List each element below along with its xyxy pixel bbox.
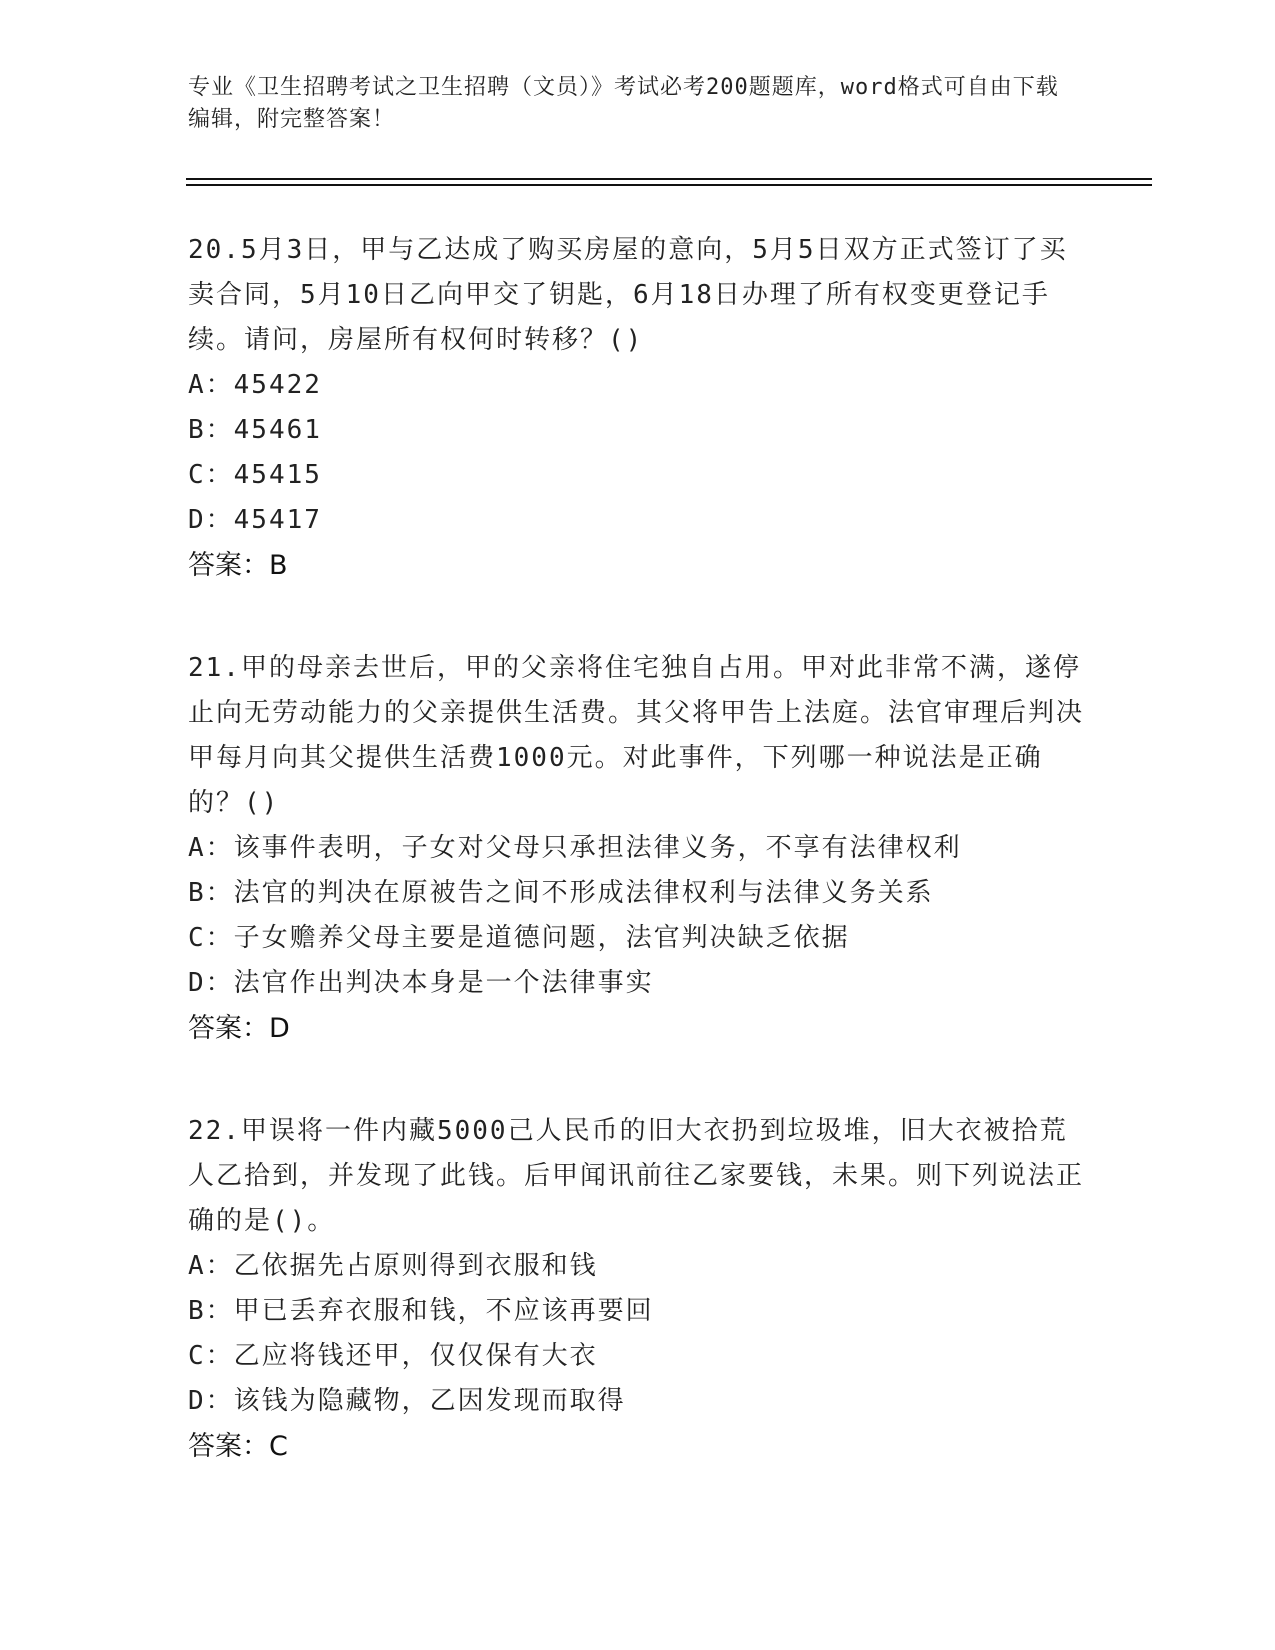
document-header: 专业《卫生招聘考试之卫生招聘（文员）》考试必考200题题库，word格式可自由下载编辑，附完整答案！ [188, 75, 1059, 132]
option-c: C：乙应将钱还甲，仅仅保有大衣 [188, 1341, 598, 1371]
option-d: D：该钱为隐藏物，乙因发现而取得 [188, 1386, 626, 1416]
option-a: A：乙依据先占原则得到衣服和钱 [188, 1251, 598, 1281]
answer-line: 答案：B [188, 550, 288, 581]
option-a: A：该事件表明，子女对父母只承担法律义务，不享有法律权利 [188, 833, 962, 863]
option-c: C：45415 [188, 460, 322, 490]
question-stem: 20.5月3日，甲与乙达成了购买房屋的意向，5月5日双方正式签订了买卖合同，5月10日乙向甲交了钥匙，6月18日办理了所有权变更登记手续。请问，房屋所有权何时转移？() [188, 235, 1068, 355]
answer-line: 答案：D [188, 1013, 290, 1044]
question-item [188, 228, 1088, 588]
header-divider-top [186, 178, 1152, 180]
option-b: B：甲已丢弃衣服和钱，不应该再要回 [188, 1296, 654, 1326]
question-item [188, 646, 1088, 1051]
header-divider-bottom [186, 184, 1152, 186]
answer-line: 答案：C [188, 1431, 288, 1462]
question-stem: 21.甲的母亲去世后，甲的父亲将住宅独自占用。甲对此非常不满，遂停止向无劳动能力的父亲提供生活费。其父将甲告上法庭。法官审理后判决甲每月向其父提供生活费1000元。对此事件，下列哪一种说法是正确的？() [188, 653, 1085, 818]
question-item [188, 1109, 1088, 1469]
option-d: D：45417 [188, 505, 322, 535]
option-c: C：子女赡养父母主要是道德问题，法官判决缺乏依据 [188, 923, 850, 953]
option-d: D：法官作出判决本身是一个法律事实 [188, 968, 654, 998]
question-stem: 22.甲误将一件内藏5000己人民币的旧大衣扔到垃圾堆，旧大衣被拾荒人乙拾到，并发现了此钱。后甲闻讯前往乙家要钱，未果。则下列说法正确的是()。 [188, 1116, 1085, 1236]
option-b: B：法官的判决在原被告之间不形成法律权利与法律义务关系 [188, 878, 934, 908]
option-a: A：45422 [188, 370, 322, 400]
question-list [188, 228, 1088, 1527]
option-b: B：45461 [188, 415, 322, 445]
